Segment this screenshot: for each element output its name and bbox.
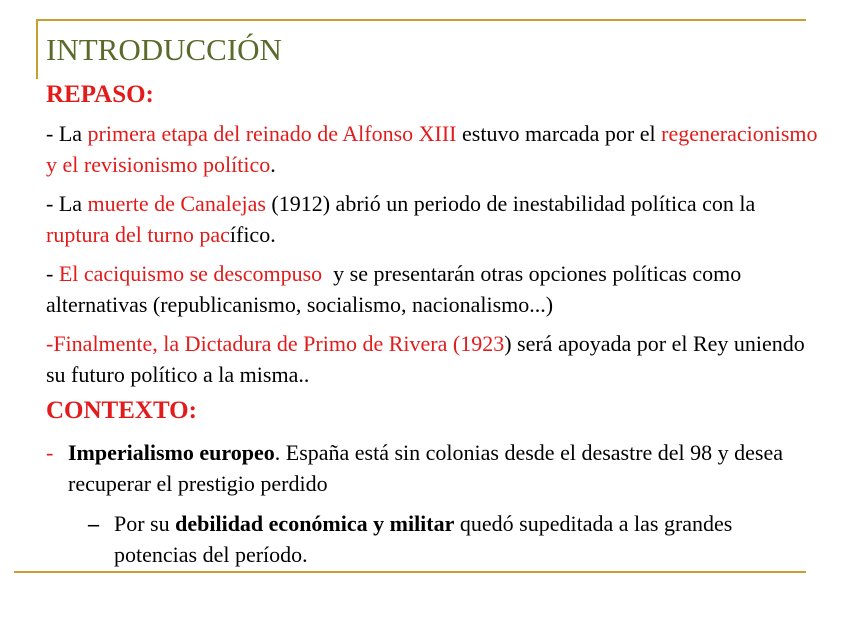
text-run: ) será apoyada por el Rey uniendo su futuro político a la misma..: [46, 331, 805, 387]
text-run: ífico.: [229, 222, 276, 247]
repaso-heading: REPASO:: [46, 81, 154, 108]
repaso-paragraph-4: [46, 328, 822, 390]
slide-title: INTRODUCCIÓN: [46, 32, 282, 67]
bold-text: debilidad económica y militar: [175, 511, 455, 536]
bullet-marker: -: [46, 440, 54, 465]
text-run: (1912) abrió un periodo de inestabilidad política con la: [265, 191, 756, 216]
text-run: y se presentarán otras opciones políticas como alternativas (republicanismo, socialismo, nacionalismo...): [46, 261, 747, 317]
contexto-sub-bullet-1: [88, 508, 788, 570]
repaso-paragraph-1: [46, 118, 822, 180]
highlight-text: muerte de Canalejas: [87, 191, 266, 216]
bullet-marker: –: [88, 511, 99, 536]
repaso-paragraph-3: [46, 258, 822, 320]
highlight-text: -Finalmente, la Dictadura de Primo de Rivera (1923: [46, 331, 505, 356]
text-run: Por su: [114, 511, 176, 536]
repaso-paragraph-2: [46, 188, 822, 250]
text-run: .: [270, 152, 276, 177]
text-run: estuvo marcada por el: [456, 121, 662, 146]
contexto-heading: CONTEXTO:: [46, 397, 197, 424]
text-run: . España está sin colonias desde el desastre del 98 y desea recuperar el prestigio perdido: [68, 440, 784, 496]
highlight-text: ruptura del turno pac: [46, 222, 230, 247]
text-run: quedó supeditada a las grandes potencias del período.: [114, 511, 733, 567]
contexto-bullet-1: [46, 437, 806, 499]
left-rule: [36, 19, 38, 79]
text-run: - La: [46, 191, 88, 216]
bold-text: Imperialismo europeo: [68, 440, 275, 465]
bottom-rule: [14, 571, 806, 573]
highlight-text: regeneracionismo y el revisionismo político: [46, 121, 818, 177]
text-run: - La: [46, 121, 88, 146]
top-rule: [36, 19, 806, 21]
text-run: -: [46, 261, 59, 286]
highlight-text: El caciquismo se descompuso: [58, 261, 323, 286]
highlight-text: primera etapa del reinado de Alfonso XIII: [87, 121, 457, 146]
